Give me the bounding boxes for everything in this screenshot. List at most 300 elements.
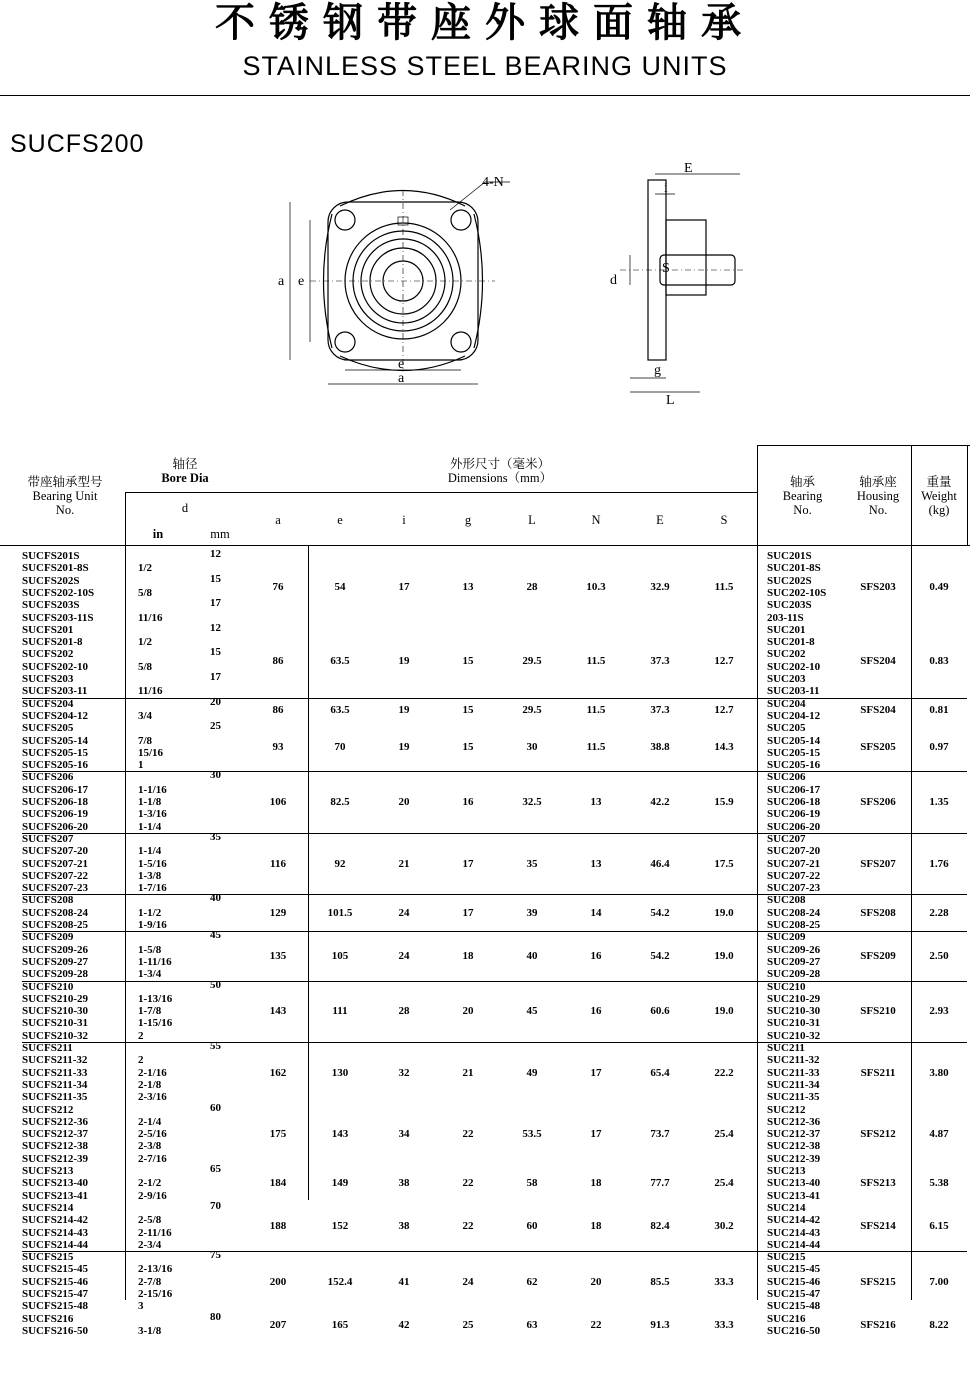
- front-view-drawing: [270, 170, 510, 395]
- dim-g-cell: 15: [462, 654, 474, 667]
- unit-model-cell: SUCFS209: [22, 931, 74, 944]
- housing-number-cell: SFS205: [860, 740, 896, 753]
- bore-mm-cell: 80: [210, 1310, 221, 1323]
- bore-mm-cell: 60: [210, 1101, 221, 1114]
- bore-inch-cell: 1-9/16: [138, 919, 167, 931]
- dim-a-cell: 207: [269, 1318, 287, 1331]
- bore-inch-cell: 2-1/8: [138, 1078, 162, 1091]
- dim-N-cell: 11.5: [586, 703, 606, 716]
- dim-e-cell: 152: [331, 1220, 349, 1233]
- bearing-number-cell: SUC208-24: [767, 906, 821, 919]
- dim-E-cell: 37.3: [650, 654, 670, 667]
- unit-model-cell: SUCFS210-29: [22, 992, 89, 1005]
- label-g: g: [654, 363, 661, 378]
- bore-inch-cell: 1-5/8: [138, 943, 162, 956]
- dim-S-cell: 22.2: [714, 1066, 734, 1079]
- bearing-number-cell: SUC215: [767, 1251, 806, 1264]
- bore-mm-cell: 40: [210, 892, 221, 905]
- bearing-number-cell: SUC207-20: [767, 845, 821, 858]
- unit-model-cell: SUCFS205-15: [22, 746, 89, 759]
- dim-a-cell: 129: [269, 906, 287, 919]
- bore-inch-cell: 1-15/16: [138, 1017, 173, 1030]
- unit-model-cell: SUCFS213-41: [22, 1189, 89, 1202]
- unit-model-cell: SUCFS214-43: [22, 1226, 89, 1239]
- bore-inch-cell: 2: [138, 1029, 144, 1042]
- dim-i-cell: 24: [398, 949, 410, 962]
- dim-e-cell: 143: [331, 1128, 349, 1141]
- bearing-number-cell: SUC202S: [767, 574, 812, 587]
- bearing-number-cell: SUC211-34: [767, 1078, 820, 1091]
- header-unit: 带座轴承型号 Bearing Unit No.: [27, 475, 103, 517]
- group-divider: [22, 931, 967, 932]
- bore-mm-cell: 70: [210, 1199, 221, 1212]
- bore-mm-cell: 75: [210, 1249, 221, 1262]
- bearing-number-cell: SUC215-46: [767, 1275, 821, 1288]
- dim-L-cell: 35: [526, 857, 538, 870]
- weight-cell: 4.87: [929, 1128, 949, 1141]
- dim-N-cell: 20: [590, 1275, 602, 1288]
- bearing-number-cell: SUC209-26: [767, 943, 821, 956]
- group-divider: [22, 698, 967, 699]
- dim-g-cell: 17: [462, 857, 474, 870]
- dim-S-cell: 15.9: [714, 796, 734, 808]
- header-dim-e: e: [337, 513, 343, 527]
- unit-model-cell: SUCFS206-18: [22, 796, 89, 808]
- dim-g-cell: 15: [462, 703, 474, 716]
- bearing-number-cell: SUC203-11: [767, 685, 820, 698]
- bearing-number-cell: SUC212-37: [767, 1128, 821, 1141]
- side-view-drawing: [600, 160, 750, 405]
- bearing-number-cell: SUC212: [767, 1103, 806, 1116]
- bore-inch-cell: 5/8: [138, 586, 153, 599]
- weight-cell: 1.76: [929, 857, 949, 870]
- column-divider: [757, 445, 758, 1300]
- header-dim-n-upper: N: [591, 513, 601, 527]
- dim-L-cell: 53.5: [522, 1128, 542, 1141]
- dim-N-cell: 22: [590, 1318, 602, 1331]
- bore-mm-cell: 50: [210, 978, 221, 991]
- unit-model-cell: SUCFS205-14: [22, 734, 89, 747]
- dim-e-cell: 70: [334, 740, 346, 753]
- bearing-number-cell: SUC208-25: [767, 919, 821, 931]
- dim-E-cell: 32.9: [650, 580, 670, 593]
- header-in: in: [152, 527, 164, 541]
- bearing-number-cell: SUC214: [767, 1201, 806, 1214]
- dim-a-cell: 188: [269, 1220, 287, 1233]
- unit-model-cell: SUCFS212-38: [22, 1140, 89, 1153]
- dim-E-cell: 54.2: [650, 906, 670, 919]
- bearing-number-cell: SUC206: [767, 771, 806, 784]
- dim-N-cell: 14: [590, 906, 602, 919]
- dim-g-cell: 15: [462, 740, 474, 753]
- dim-g-cell: 17: [462, 906, 474, 919]
- unit-model-cell: SUCFS205-16: [22, 759, 89, 772]
- unit-model-cell: SUCFS214: [22, 1201, 74, 1214]
- header-housing: 轴承座 Housing No.: [856, 475, 900, 517]
- bore-inch-cell: 3: [138, 1300, 144, 1313]
- dim-E-cell: 77.7: [650, 1177, 670, 1190]
- dim-a-cell: 135: [269, 949, 287, 962]
- dim-a-cell: 175: [269, 1128, 287, 1141]
- model-series-title: SUCFS200: [10, 130, 145, 158]
- dim-e-cell: 130: [331, 1066, 349, 1079]
- dim-N-cell: 13: [590, 796, 602, 808]
- unit-model-cell: SUCFS215: [22, 1251, 74, 1264]
- housing-number-cell: SFS209: [860, 949, 896, 962]
- unit-model-cell: SUCFS207-22: [22, 869, 89, 882]
- unit-model-cell: SUCFS210-32: [22, 1029, 89, 1042]
- dim-N-cell: 11.5: [586, 740, 606, 753]
- dim-g-cell: 18: [462, 949, 474, 962]
- unit-model-cell: SUCFS201-8S: [22, 562, 89, 575]
- bearing-number-cell: SUC202-10: [767, 660, 821, 673]
- bore-mm-cell: 17: [210, 597, 221, 610]
- header-dim-e-upper: E: [656, 513, 664, 527]
- dim-N-cell: 11.5: [586, 654, 606, 667]
- bore-inch-cell: 2-3/16: [138, 1091, 167, 1104]
- header-bearing: 轴承 Bearing No.: [782, 475, 823, 517]
- unit-model-cell: SUCFS210-31: [22, 1017, 89, 1030]
- dim-L-cell: 29.5: [522, 654, 542, 667]
- bore-mm-cell: 15: [210, 572, 221, 585]
- housing-number-cell: SFS215: [860, 1275, 896, 1288]
- bearing-number-cell: SUC208: [767, 894, 806, 907]
- bore-inch-cell: 2-7/8: [138, 1275, 162, 1288]
- bearing-number-cell: SUC206-20: [767, 820, 821, 833]
- unit-model-cell: SUCFS215-46: [22, 1275, 89, 1288]
- dim-i-cell: 21: [398, 857, 410, 870]
- dim-L-cell: 32.5: [522, 796, 542, 808]
- weight-cell: 1.35: [929, 796, 949, 808]
- dim-e-cell: 105: [331, 949, 349, 962]
- bearing-number-cell: SUC212-36: [767, 1115, 821, 1128]
- dim-S-cell: 25.4: [714, 1177, 734, 1190]
- dim-g-cell: 24: [462, 1275, 474, 1288]
- group-divider: [22, 894, 967, 895]
- bore-mm-cell: 17: [210, 671, 221, 683]
- weight-cell: 6.15: [929, 1220, 949, 1233]
- dim-e-cell: 149: [331, 1177, 349, 1190]
- dim-L-cell: 29.5: [522, 703, 542, 716]
- bore-inch-cell: 2-5/16: [138, 1128, 167, 1141]
- bearing-number-cell: SUC202: [767, 648, 806, 661]
- unit-model-cell: SUCFS201-8: [22, 636, 83, 649]
- header-mm: mm: [210, 527, 230, 541]
- dim-L-cell: 40: [526, 949, 538, 962]
- dim-e-cell: 63.5: [330, 654, 350, 667]
- dim-e-cell: 63.5: [330, 703, 350, 716]
- weight-cell: 2.93: [929, 1005, 949, 1018]
- housing-number-cell: SFS204: [860, 654, 896, 667]
- weight-cell: 8.22: [929, 1318, 949, 1331]
- dim-a-cell: 86: [272, 703, 284, 716]
- unit-model-cell: SUCFS207-20: [22, 845, 89, 858]
- unit-model-cell: SUCFS209-27: [22, 955, 89, 968]
- unit-model-cell: SUCFS208: [22, 894, 74, 907]
- unit-model-cell: SUCFS206-17: [22, 783, 89, 796]
- unit-model-cell: SUCFS211-35: [22, 1091, 88, 1104]
- bearing-number-cell: SUC209: [767, 931, 806, 944]
- weight-cell: 5.38: [929, 1177, 949, 1190]
- dim-g-cell: 21: [462, 1066, 474, 1079]
- dim-S-cell: 12.7: [714, 654, 734, 667]
- bore-inch-cell: 1-3/16: [138, 808, 167, 821]
- unit-model-cell: SUCFS206-19: [22, 808, 89, 821]
- unit-model-cell: SUCFS211-33: [22, 1066, 88, 1079]
- unit-model-cell: SUCFS206-20: [22, 820, 89, 833]
- dim-E-cell: 73.7: [650, 1128, 670, 1141]
- bearing-number-cell: SUC214-42: [767, 1214, 821, 1227]
- dim-i-cell: 28: [398, 1005, 410, 1018]
- dim-a-cell: 76: [272, 580, 284, 593]
- unit-model-cell: SUCFS203S: [22, 599, 80, 612]
- bearing-number-cell: SUC210: [767, 980, 806, 993]
- unit-model-cell: SUCFS207-21: [22, 857, 89, 870]
- dim-E-cell: 65.4: [650, 1066, 670, 1079]
- dim-N-cell: 18: [590, 1220, 602, 1233]
- unit-model-cell: SUCFS212-37: [22, 1128, 89, 1141]
- dim-S-cell: 17.5: [714, 857, 734, 870]
- bearing-number-cell: SUC212-39: [767, 1152, 821, 1165]
- bearing-number-cell: SUC206-19: [767, 808, 821, 821]
- dim-S-cell: 12.7: [714, 703, 734, 716]
- bore-mm-cell: 15: [210, 646, 221, 659]
- bore-mm-cell: 55: [210, 1040, 221, 1052]
- bore-inch-cell: 2-11/16: [138, 1226, 172, 1239]
- dim-S-cell: 11.5: [714, 580, 734, 593]
- dim-E-cell: 46.4: [650, 857, 670, 870]
- bearing-number-cell: SUC201-8S: [767, 562, 821, 575]
- bore-mm-cell: 65: [210, 1163, 221, 1175]
- dim-i-cell: 38: [398, 1220, 410, 1233]
- dim-L-cell: 45: [526, 1005, 538, 1018]
- dim-i-cell: 41: [398, 1275, 410, 1288]
- housing-number-cell: SFS204: [860, 703, 896, 716]
- header-dimensions: 外形尺寸（毫米） Dimensions（mm）: [447, 457, 553, 485]
- bore-inch-cell: 1-5/16: [138, 857, 167, 870]
- housing-number-cell: SFS206: [860, 796, 896, 808]
- bearing-number-cell: SUC201: [767, 623, 806, 636]
- unit-model-cell: SUCFS215-45: [22, 1263, 89, 1276]
- dim-E-cell: 37.3: [650, 703, 670, 716]
- weight-cell: 0.97: [929, 740, 949, 753]
- bore-inch-cell: 1-1/2: [138, 906, 162, 919]
- bore-mm-cell: 30: [210, 769, 221, 782]
- bore-mm-cell: 35: [210, 830, 221, 843]
- label-S: S: [662, 261, 670, 276]
- bearing-number-cell: SUC207-21: [767, 857, 821, 870]
- bore-inch-cell: 1-1/4: [138, 845, 162, 858]
- bearing-number-cell: SUC205-15: [767, 746, 821, 759]
- dim-e-cell: 152.4: [327, 1275, 353, 1288]
- dim-L-cell: 58: [526, 1177, 538, 1190]
- header-dim-i: i: [402, 513, 406, 527]
- housing-number-cell: SFS216: [860, 1318, 896, 1331]
- dim-a-cell: 106: [269, 796, 287, 808]
- unit-model-cell: SUCFS211-34: [22, 1078, 88, 1091]
- unit-model-cell: SUCFS202-10: [22, 660, 89, 673]
- column-divider: [911, 445, 912, 1300]
- bearing-number-cell: SUC210-29: [767, 992, 821, 1005]
- dim-L-cell: 49: [526, 1066, 538, 1079]
- weight-cell: 0.83: [929, 654, 949, 667]
- header-weight: 重量 Weight (kg): [921, 475, 957, 517]
- dim-i-cell: 32: [398, 1066, 410, 1079]
- bore-inch-cell: 3/4: [138, 709, 153, 722]
- housing-number-cell: SFS207: [860, 857, 896, 870]
- bore-inch-cell: 1/2: [138, 636, 153, 649]
- bearing-number-cell: SUC211-32: [767, 1054, 820, 1067]
- unit-model-cell: SUCFS202S: [22, 574, 80, 587]
- dim-i-cell: 19: [398, 703, 410, 716]
- dim-i-cell: 42: [398, 1318, 410, 1331]
- column-divider: [125, 492, 126, 1300]
- header-dim-g: g: [464, 513, 472, 527]
- unit-model-cell: SUCFS204-12: [22, 709, 89, 722]
- bore-inch-cell: 2-1/2: [138, 1177, 162, 1190]
- bore-inch-cell: 3-1/8: [138, 1324, 162, 1337]
- label-d: d: [610, 273, 617, 288]
- unit-model-cell: SUCFS216: [22, 1312, 74, 1325]
- unit-model-cell: SUCFS203: [22, 673, 74, 685]
- bearing-number-cell: SUC204: [767, 697, 806, 710]
- bearing-number-cell: 203-11S: [767, 611, 804, 624]
- header-d: d: [181, 501, 189, 515]
- group-divider: [22, 833, 967, 834]
- dim-S-cell: 19.0: [714, 949, 734, 962]
- bore-inch-cell: 2-13/16: [138, 1263, 173, 1276]
- housing-number-cell: SFS212: [860, 1128, 896, 1141]
- dim-e-cell: 92: [334, 857, 346, 870]
- unit-model-cell: SUCFS210: [22, 980, 74, 993]
- header-bottom-rule: [0, 545, 970, 546]
- unit-model-cell: SUCFS211: [22, 1042, 73, 1054]
- column-divider: [967, 445, 968, 545]
- bearing-number-cell: SUC201-8: [767, 636, 815, 649]
- dim-a-cell: 162: [269, 1066, 287, 1079]
- dim-E-cell: 60.6: [650, 1005, 670, 1018]
- bearing-number-cell: SUC206-18: [767, 796, 821, 808]
- dim-E-cell: 54.2: [650, 949, 670, 962]
- unit-model-cell: SUCFS214-44: [22, 1238, 89, 1251]
- bearing-number-cell: SUC210-30: [767, 1005, 821, 1018]
- bearing-number-cell: SUC204-12: [767, 709, 821, 722]
- unit-model-cell: SUCFS212-39: [22, 1152, 89, 1165]
- unit-model-cell: SUCFS205: [22, 722, 74, 735]
- dim-S-cell: 14.3: [714, 740, 734, 753]
- dim-a-cell: 93: [272, 740, 284, 753]
- bearing-number-cell: SUC211-35: [767, 1091, 820, 1104]
- housing-number-cell: SFS211: [860, 1066, 896, 1079]
- header-divider: [0, 95, 970, 96]
- catalog-title-english: STAINLESS STEEL BEARING UNITS: [242, 51, 728, 81]
- dim-a-cell: 143: [269, 1005, 287, 1018]
- bore-inch-cell: 2-1/4: [138, 1115, 162, 1128]
- bore-mm-cell: 25: [210, 720, 221, 733]
- header-dim-s-upper: S: [720, 513, 728, 527]
- bearing-number-cell: SUC206-17: [767, 783, 821, 796]
- bearing-number-cell: SUC210-31: [767, 1017, 821, 1030]
- dim-N-cell: 17: [590, 1066, 602, 1079]
- dim-S-cell: 30.2: [714, 1220, 734, 1233]
- bore-inch-cell: 2-7/16: [138, 1152, 167, 1165]
- bore-inch-cell: 1-3/8: [138, 869, 162, 882]
- bearing-number-cell: SUC213-40: [767, 1177, 821, 1190]
- weight-cell: 0.49: [929, 580, 949, 593]
- bore-inch-cell: 1/2: [138, 562, 153, 575]
- unit-model-cell: SUCFS215-47: [22, 1288, 89, 1300]
- bore-inch-cell: 1-7/8: [138, 1005, 162, 1018]
- bearing-number-cell: SUC213-41: [767, 1189, 821, 1202]
- dim-N-cell: 16: [590, 949, 602, 962]
- label-a-horizontal: a: [398, 371, 405, 386]
- unit-model-cell: SUCFS208-24: [22, 906, 89, 919]
- unit-model-cell: SUCFS209-28: [22, 968, 89, 981]
- dim-a-cell: 200: [269, 1275, 287, 1288]
- bore-inch-cell: 7/8: [138, 734, 153, 747]
- header-sub-rule: [125, 492, 757, 493]
- housing-number-cell: SFS203: [860, 580, 896, 593]
- unit-model-cell: SUCFS202-10S: [22, 586, 95, 599]
- bearing-number-cell: SUC207: [767, 832, 806, 845]
- bearing-number-cell: SUC205: [767, 722, 806, 735]
- bearing-number-cell: SUC205-16: [767, 759, 821, 772]
- weight-cell: 7.00: [929, 1275, 949, 1288]
- bore-inch-cell: 2-3/8: [138, 1140, 162, 1153]
- dim-a-cell: 184: [269, 1177, 287, 1190]
- dim-g-cell: 22: [462, 1177, 474, 1190]
- bearing-number-cell: SUC209-27: [767, 955, 821, 968]
- bore-inch-cell: 1-1/16: [138, 783, 167, 796]
- dim-a-cell: 86: [272, 654, 284, 667]
- dim-i-cell: 17: [398, 580, 410, 593]
- dim-e-cell: 111: [332, 1005, 348, 1018]
- bore-inch-cell: 1-7/16: [138, 882, 167, 895]
- unit-model-cell: SUCFS212-36: [22, 1115, 89, 1128]
- bore-inch-cell: 1-13/16: [138, 992, 173, 1005]
- bore-inch-cell: 2-1/16: [138, 1066, 167, 1079]
- bearing-number-cell: SUC214-43: [767, 1226, 821, 1239]
- unit-model-cell: SUCFS201S: [22, 550, 80, 562]
- bearing-number-cell: SUC214-44: [767, 1238, 821, 1251]
- bearing-number-cell: SUC215-47: [767, 1288, 821, 1300]
- bearing-number-cell: SUC215-45: [767, 1263, 821, 1276]
- bore-mm-cell: 12: [210, 548, 221, 560]
- dim-N-cell: 10.3: [586, 580, 606, 593]
- unit-model-cell: SUCFS203-11S: [22, 611, 94, 624]
- group-divider: [22, 981, 967, 982]
- header-dim-l-upper: L: [528, 513, 536, 527]
- bore-mm-cell: 20: [210, 695, 221, 708]
- dim-g-cell: 13: [462, 580, 474, 593]
- dim-i-cell: 20: [398, 796, 410, 808]
- weight-cell: 2.50: [929, 949, 949, 962]
- dim-e-cell: 82.5: [330, 796, 350, 808]
- bore-inch-cell: 1-11/16: [138, 955, 172, 968]
- group-divider: [22, 1042, 967, 1043]
- dim-N-cell: 16: [590, 1005, 602, 1018]
- dim-S-cell: 19.0: [714, 906, 734, 919]
- bore-inch-cell: 2-9/16: [138, 1189, 167, 1202]
- bore-inch-cell: 11/16: [138, 611, 163, 624]
- dim-S-cell: 25.4: [714, 1128, 734, 1141]
- dim-E-cell: 82.4: [650, 1220, 670, 1233]
- bore-inch-cell: 11/16: [138, 685, 163, 698]
- bearing-number-cell: SUC207-22: [767, 869, 821, 882]
- bore-mm-cell: 12: [210, 621, 221, 634]
- dim-i-cell: 19: [398, 654, 410, 667]
- housing-number-cell: SFS213: [860, 1177, 896, 1190]
